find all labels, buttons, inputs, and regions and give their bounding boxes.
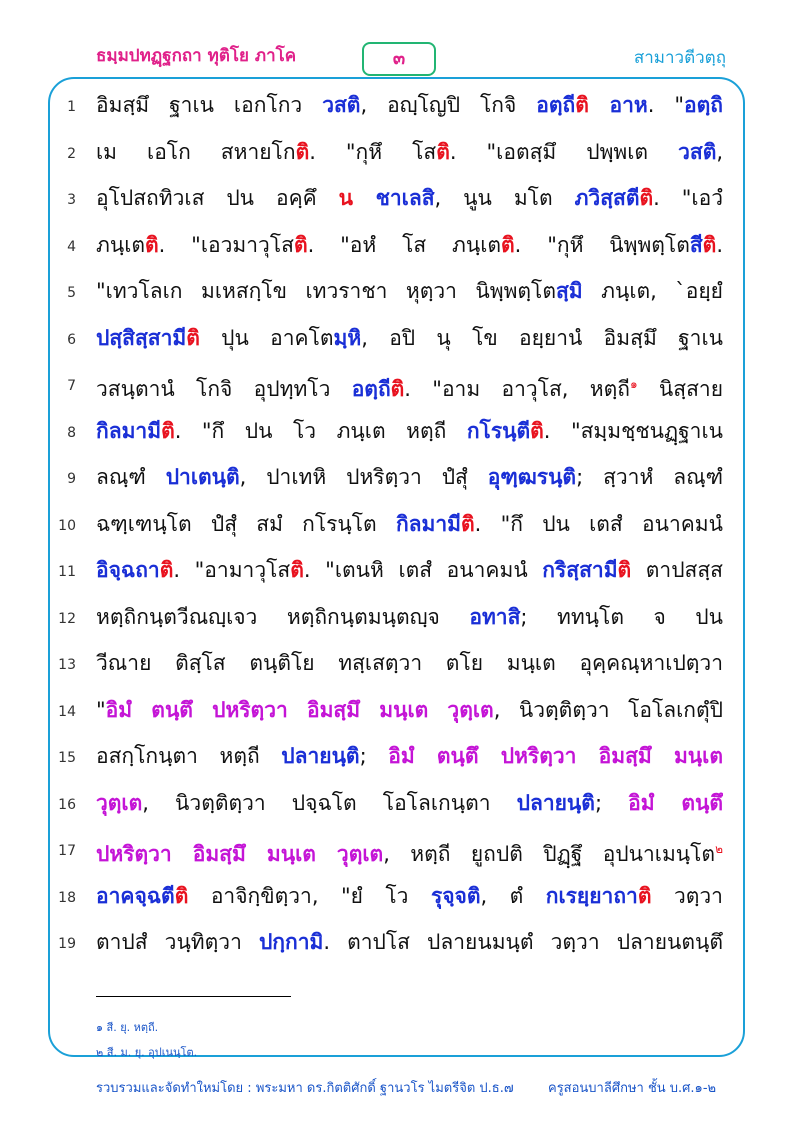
text-segment: อตฺถิ xyxy=(684,93,723,117)
text-segment: นิสฺสาย xyxy=(637,377,723,401)
text-segment: ; xyxy=(594,790,629,815)
line-number: 19 xyxy=(58,936,76,952)
text-segment: ติ xyxy=(145,232,159,257)
footer-compiler: รวบรวมและจัดทำใหม่โดย : พระมหา ดร.กิตติศักดิ์ ฐานวโร ไมตรีจิต ป.ธ.๗ xyxy=(96,1081,514,1096)
text-segment: อิมํ ตนฺตึ ปหริตฺวา อิมสฺมึ มนฺเต วุตฺเต xyxy=(105,697,494,722)
text-segment: ติ xyxy=(639,186,654,210)
text-segment: . ตาปโส ปลายนมนฺตํ วตฺวา ปลายนตนฺตึ xyxy=(323,930,723,954)
book-title: ธมฺมปทฏฺฐกถา ทุติโย ภาโค xyxy=(96,46,297,66)
text-segment: ฉฑฺเฑนฺโต ปํสุํ สมํ กโรนฺโต xyxy=(96,511,396,536)
text-segment: ภวิสฺสตี xyxy=(574,186,640,210)
line-number: 16 xyxy=(58,796,76,813)
text-segment: อิมสฺมึ ฐาเน เอกโกว xyxy=(96,93,323,117)
text-segment: . "เอตสฺมึ ปพฺพเต xyxy=(449,139,679,164)
line-number: 8 xyxy=(67,424,76,441)
text-segment: วตฺวา xyxy=(651,883,723,908)
text-line xyxy=(0,178,800,222)
text-segment: , นิวตฺติตฺวา โอโลเกตุํปิ xyxy=(493,697,723,722)
text-segment: ปลายนฺติ xyxy=(281,744,360,768)
line-text xyxy=(96,271,723,311)
text-segment: , หตฺถี ยูถปติ ปิฏฺฐึ อุปนาเมนฺโต xyxy=(383,842,716,866)
line-text xyxy=(96,457,723,497)
text-segment: ตาปสสฺส xyxy=(631,558,723,582)
line-text xyxy=(96,132,723,172)
text-segment: ติ xyxy=(461,511,475,536)
text-segment: หตฺถิกนฺตวีณญฺเจว หตฺถิกนฺตมนฺตญฺจ xyxy=(96,604,470,629)
text-segment: อตฺถี xyxy=(351,377,391,401)
footer-course: ครูสอนบาลีศึกษา ชั้น บ.ศ.๑-๒ xyxy=(548,1081,717,1096)
line-text xyxy=(96,736,723,776)
text-segment: ; xyxy=(359,744,389,768)
line-text xyxy=(96,597,723,637)
text-segment: ; ททนฺโต จ ปน xyxy=(520,604,723,629)
text-segment: อสกฺโกนฺตา หตฺถี xyxy=(96,744,282,768)
text-segment: " xyxy=(96,697,106,722)
text-segment: อุฑฺฒรนฺติ xyxy=(487,465,577,489)
text-line xyxy=(0,736,800,780)
text-segment: อิมํ ตนฺตึ xyxy=(628,790,723,815)
line-text xyxy=(96,178,723,218)
text-line xyxy=(0,225,800,269)
page-number-box xyxy=(362,42,436,76)
text-segment: อทาสิ xyxy=(469,604,521,629)
text-segment: . "อาม อาวุโส, หตฺถี xyxy=(404,377,630,401)
text-segment: ติ xyxy=(530,418,544,443)
line-number: 18 xyxy=(58,889,76,906)
text-segment: อาคจฺฉตี xyxy=(96,883,175,908)
line-number: 5 xyxy=(67,285,76,301)
text-segment: ตาปสํ วนฺทิตฺวา xyxy=(96,930,259,954)
text-segment: กเรยฺยาถา xyxy=(545,883,638,908)
footnote-1 xyxy=(96,1018,158,1036)
text-segment: ติ xyxy=(501,232,515,257)
text-segment: . "อามาวุโส xyxy=(173,558,291,582)
text-segment: . "กึ ปน โว ภนฺเต หตฺถี xyxy=(174,418,467,443)
footnote-text: สี. ยุ. หตฺถี. xyxy=(102,1021,159,1034)
text-segment: น xyxy=(338,186,354,210)
line-text xyxy=(96,550,723,590)
line-number: 9 xyxy=(67,471,76,487)
page-number: ๓ xyxy=(392,48,406,69)
text-segment: อาจิกฺขิตฺวา, "ยํ โว xyxy=(188,883,431,908)
text-segment: ; สฺวาหํ ลณฺฑํ xyxy=(576,465,723,489)
text-segment: ปหริตฺวา อิมสฺมึ มนฺเต วุตฺเต xyxy=(96,842,384,866)
text-segment: . "เอวํ xyxy=(653,186,723,210)
text-line xyxy=(0,922,800,966)
text-segment: กิลมามี xyxy=(96,418,162,443)
text-segment: , นูน มโต xyxy=(434,186,575,210)
line-text xyxy=(96,690,723,730)
text-segment: มฺหิ xyxy=(333,325,362,350)
text-segment: ติ xyxy=(637,883,652,908)
line-text xyxy=(96,411,723,451)
text-segment: , อญฺโญปิ โกจิ xyxy=(360,93,537,117)
text-line xyxy=(0,457,800,501)
text-segment: . "สมฺมชฺชนฏฺฐาเน xyxy=(543,418,723,443)
text-segment: , xyxy=(716,139,723,164)
text-segment: อาห xyxy=(588,93,648,117)
text-segment: "เทวโลเก มเหสกฺโข เทวราชา หุตฺวา นิพฺพตฺโต xyxy=(96,279,556,303)
text-segment: วสนฺตานํ โกจิ อุปทฺทโว xyxy=(96,377,352,401)
text-segment: . "เตนหิ เตสํ อนาคมนํ xyxy=(303,558,543,582)
text-segment: ๒ xyxy=(715,842,723,856)
line-number: 12 xyxy=(58,610,76,627)
footnote-mark: ๒ xyxy=(96,1046,104,1059)
text-segment: , อปิ นุ โข อยฺยานํ อิมสฺมึ ฐาเน xyxy=(361,325,723,350)
text-segment: กโรนฺตี xyxy=(466,418,531,443)
line-number: 6 xyxy=(67,331,76,348)
line-text xyxy=(96,643,723,683)
line-number: 10 xyxy=(58,517,76,534)
text-segment: อุโปสถทิวเส ปน อคฺคึ xyxy=(96,186,339,210)
text-segment: ๑ xyxy=(629,377,638,391)
text-segment: . " xyxy=(647,93,685,117)
text-line xyxy=(0,132,800,176)
text-segment: , ตํ xyxy=(480,883,546,908)
line-number: 13 xyxy=(58,657,76,673)
text-segment: อิจฺฉถา xyxy=(96,558,160,582)
text-segment: . "เอวมาวุโส xyxy=(158,232,294,257)
line-number: 14 xyxy=(58,703,76,720)
line-number: 2 xyxy=(67,145,76,162)
text-segment: กิลมามี xyxy=(395,511,462,536)
text-segment: ติ xyxy=(293,232,308,257)
text-segment: รุจฺจติ xyxy=(430,883,481,908)
text-segment: . "อหํ โส ภนฺเต xyxy=(307,232,502,257)
line-text xyxy=(96,783,723,823)
text-segment: ปุน อาคโต xyxy=(199,325,334,350)
footnote-2 xyxy=(96,1043,197,1061)
text-segment: วสติ xyxy=(322,93,361,117)
text-segment: วสติ xyxy=(678,139,717,164)
text-line xyxy=(0,85,800,129)
text-line xyxy=(0,271,800,315)
text-segment: ภนฺเต xyxy=(96,232,146,257)
text-segment: ติ xyxy=(174,883,189,908)
text-segment: ติ xyxy=(186,325,200,350)
text-segment: ติ xyxy=(290,558,304,582)
text-segment: ภนฺเต, `อยฺยํ xyxy=(582,279,723,303)
line-text xyxy=(96,225,723,265)
text-segment: อตฺถี xyxy=(536,93,576,117)
line-text xyxy=(96,504,723,544)
text-segment: . "กุหึ โส xyxy=(309,139,437,164)
text-segment: ติ xyxy=(575,93,589,117)
text-segment: ปกฺกามิ xyxy=(258,930,324,954)
line-number: 3 xyxy=(67,192,76,208)
text-line xyxy=(0,829,800,873)
footnote-mark: ๑ xyxy=(96,1021,103,1034)
text-segment: เม เอโก สหายโก xyxy=(96,139,296,164)
text-segment: ติ xyxy=(161,418,175,443)
text-segment: ปาเตนฺติ xyxy=(165,465,240,489)
text-line xyxy=(0,690,800,734)
text-segment: ปลายนฺติ xyxy=(516,790,595,815)
text-segment: ปสฺสิสฺสามี xyxy=(96,325,187,350)
line-number: 11 xyxy=(58,564,76,580)
text-segment: กริสฺสามี xyxy=(542,558,618,582)
text-line xyxy=(0,504,800,548)
text-segment: . "กึ ปน เตสํ อนาคมนํ xyxy=(474,511,723,536)
line-text xyxy=(96,364,723,409)
line-number: 4 xyxy=(67,238,76,255)
text-line xyxy=(0,783,800,827)
text-line xyxy=(0,643,800,687)
text-segment: สี xyxy=(689,232,703,257)
text-segment: , ปาเทหิ ปหริตฺวา ปํสุํ xyxy=(239,465,488,489)
footnote-text: สี. ม. ยุ. อุปเนนฺโต. xyxy=(103,1046,198,1059)
line-text xyxy=(96,85,723,125)
text-segment: ติ xyxy=(617,558,632,582)
text-segment: . "กุหึ นิพฺพตฺโต xyxy=(514,232,690,257)
story-title: สามาวตีวตฺถุ xyxy=(633,48,726,68)
text-segment: วีณาย ติสฺโส ตนฺติโย ทสฺเสตฺวา ตโย มนฺเต อุคฺคณฺหาเปตฺวา xyxy=(96,651,723,675)
text-segment: ลณฺฑํ xyxy=(96,465,166,489)
text-segment: สฺมิ xyxy=(555,279,583,303)
line-number: 1 xyxy=(67,99,76,115)
text-segment: ติ xyxy=(295,139,310,164)
text-line xyxy=(0,550,800,594)
text-line xyxy=(0,876,800,920)
footnote-divider xyxy=(96,996,291,997)
line-number: 7 xyxy=(67,378,76,394)
line-text xyxy=(96,829,723,874)
text-line xyxy=(0,364,800,408)
line-text xyxy=(96,318,723,358)
text-segment: . xyxy=(716,232,723,257)
line-number: 17 xyxy=(58,843,76,859)
line-text xyxy=(96,876,723,916)
text-line xyxy=(0,411,800,455)
line-number: 15 xyxy=(58,750,76,766)
text-line xyxy=(0,318,800,362)
text-segment: ติ xyxy=(390,377,405,401)
text-segment: อิมํ ตนฺตึ ปหริตฺวา อิมสฺมึ มนฺเต xyxy=(388,744,723,768)
text-segment: ติ xyxy=(159,558,174,582)
text-segment: วุตฺเต xyxy=(96,790,143,815)
text-segment: ติ xyxy=(702,232,717,257)
text-segment: ชาเลสิ xyxy=(353,186,435,210)
text-line xyxy=(0,597,800,641)
text-segment: , นิวตฺติตฺวา ปจฺฉโต โอโลเกนฺตา xyxy=(142,790,517,815)
text-segment: ติ xyxy=(436,139,450,164)
line-text xyxy=(96,922,723,962)
